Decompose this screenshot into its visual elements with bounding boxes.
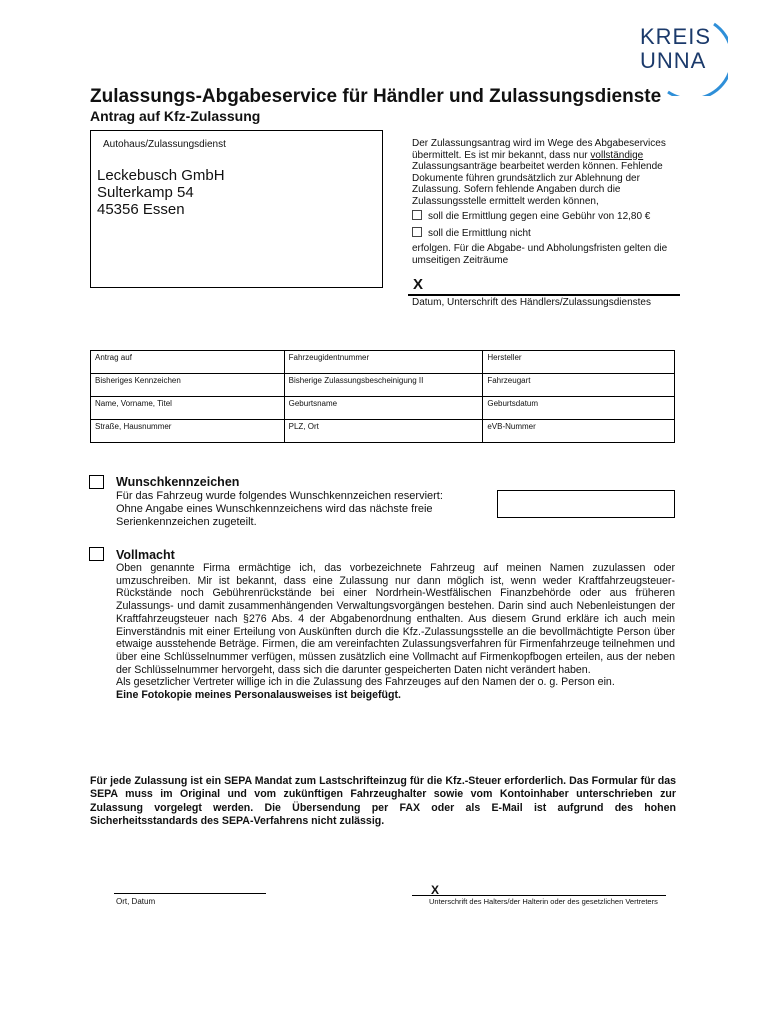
option-no-row <box>412 227 531 239</box>
option-no-label: soll die Ermittlung nicht <box>428 228 531 239</box>
wunschkennzeichen-text: Für das Fahrzeug wurde folgendes Wunschkennzeichen reserviert: Ohne Angabe eines Wunschkennzeichens wird das nächste freie Serienkennzeichen zugeteilt. <box>116 490 443 528</box>
dealer-signature-label: Datum, Unterschrift des Händlers/Zulassungsdienstes <box>412 297 651 308</box>
sepa-notice: Für jede Zulassung ist ein SEPA Mandat zum Lastschrifteinzug für die Kfz.-Steuer erforderlich. Das Formular für das SEPA muss im Original und vom zukünftigen Fahrzeughalter sowie vom Kontoinhaber unterschrieben zur Zulassung vorgelegt werden. Die Übersendung per FAX oder als E-Mail ist aufgrund des hohen Sicherheitsstandards des SEPA-Verfahrens nicht zulässig. <box>90 775 676 827</box>
dealer-signature-line[interactable] <box>408 294 680 296</box>
holder-signature-x-mark: X <box>431 883 440 897</box>
vollmacht-checkbox[interactable] <box>89 547 104 561</box>
info-text: Der Zulassungsantrag wird im Wege des Abgabeservices übermittelt. Es ist mir bekannt, dass nur vollständige Zulassungsanträge bearbeitet werden können. Fehlende Dokumente führen grundsätzlich zur Ablehnung der Zulassung. Sofern fehlende Angaben durch die Zulassungsstelle ermittelt werden können, <box>412 138 666 207</box>
table-cell[interactable]: Bisherige Zulassungsbescheinigung II <box>284 374 483 397</box>
address-name: Leckebusch GmbH <box>97 167 225 184</box>
table-cell[interactable]: eVB-Nummer <box>483 420 675 443</box>
table-row <box>91 351 675 374</box>
address-label: Autohaus/Zulassungsdienst <box>103 139 226 150</box>
table-cell[interactable]: Bisheriges Kennzeichen <box>91 374 285 397</box>
page-subtitle: Antrag auf Kfz-Zulassung <box>90 108 261 124</box>
kreis-unna-logo <box>628 18 728 96</box>
option-fee-label: soll die Ermittlung gegen eine Gebühr von 12,80 € <box>428 211 651 222</box>
table-row <box>91 374 675 397</box>
table-cell[interactable]: Geburtsdatum <box>483 397 675 420</box>
vollmacht-title: Vollmacht <box>116 548 175 562</box>
logo-line2: UNNA <box>640 48 707 73</box>
wunschkennzeichen-checkbox[interactable] <box>89 475 104 489</box>
vollmacht-text: Oben genannte Firma ermächtige ich, das vorbezeichnete Fahrzeug auf meinen Namen zuzulassen oder umzuschreiben. Mir ist bekannt, dass eine Zulassung nur dann möglich ist, wenn weder Kraftfahrzeugsteuer-Rückstände noch Gebührenrückstände bei einer Nordrhein-Westfälischen Finanzbehörde oder aus früheren Zulassungs- und damit zusammenhängenden Verwaltungsvorgängen bestehen. Darin sind auch Nebenleistungen der Kraftfahrzeugsteuer nach §276 Abs. 4 der Abgabenordnung enthalten. Aus diesem Grund erkläre ich auch mein Einverständnis mit einer Erteilung von Auskünften durch die Kfz.-Zulassungsstelle an die bevollmächtigte Person über etwaige ausstehende Beträge. Firmen, die am vereinfachten Zulassungsverfahren für Firmenfahrzeuge teilnehmen und über eine Schlüsselnummer verfügen, müssen zusätzlich eine Vollmacht auf Firmenkopfbogen erteilen, aus der neben der Schlüsselnummer hervorgeht, dass sich die darunter gespeicherten Daten nicht verändert haben. Als gesetzlicher Vertreter willige ich in die Zulassung des Fahrzeuges auf den Namen der o. g. Person ein. Eine Fotokopie meines Personalausweises ist beigefügt. <box>116 562 675 702</box>
wunschkennzeichen-input[interactable] <box>497 490 675 518</box>
signature-x-mark: X <box>413 276 424 293</box>
logo-line1: KREIS <box>640 24 712 49</box>
info-underlined: vollständige <box>590 149 644 161</box>
dealer-address-box[interactable] <box>90 130 383 288</box>
table-row <box>91 397 675 420</box>
address-street: Sulterkamp 54 <box>97 184 194 201</box>
option-fee-row <box>412 210 650 222</box>
option-no-checkbox[interactable] <box>412 227 422 237</box>
table-cell[interactable]: PLZ, Ort <box>284 420 483 443</box>
table-cell[interactable]: Fahrzeugart <box>483 374 675 397</box>
holder-signature-label: Unterschrift des Halters/der Halterin oder des gesetzlichen Vertreters <box>429 897 658 906</box>
info-after-text: erfolgen. Für die Abgabe- und Abholungsfristen gelten die umseitigen Zeiträume <box>412 243 668 266</box>
place-date-label: Ort, Datum <box>116 897 156 906</box>
table-cell[interactable]: Hersteller <box>483 351 675 374</box>
table-cell[interactable]: Fahrzeugidentnummer <box>284 351 483 374</box>
page-title: Zulassungs-Abgabeservice für Händler und Zulassungsdienste <box>90 86 662 107</box>
table-cell[interactable]: Antrag auf <box>91 351 285 374</box>
table-cell[interactable]: Name, Vorname, Titel <box>91 397 285 420</box>
wunschkennzeichen-title: Wunschkennzeichen <box>116 475 240 489</box>
holder-signature-line[interactable] <box>412 895 666 896</box>
place-date-line[interactable] <box>114 893 266 894</box>
address-city: 45356 Essen <box>97 201 185 218</box>
table-cell[interactable]: Geburtsname <box>284 397 483 420</box>
option-fee-checkbox[interactable] <box>412 210 422 220</box>
table-row <box>91 420 675 443</box>
table-cell[interactable]: Straße, Hausnummer <box>91 420 285 443</box>
vehicle-data-table <box>90 350 675 443</box>
